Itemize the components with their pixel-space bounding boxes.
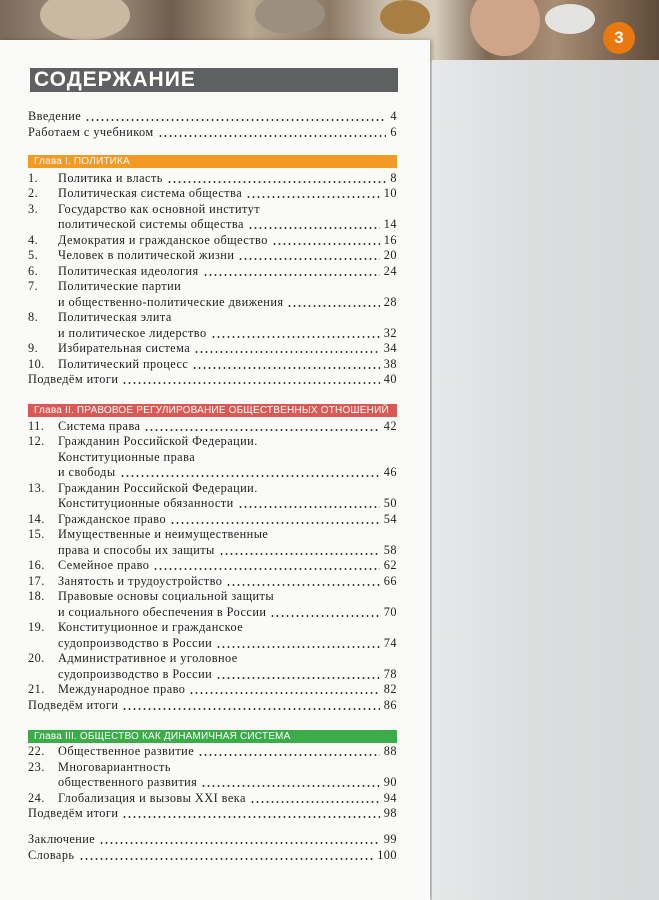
toc-entry[interactable]: [28, 295, 397, 310]
toc-entry[interactable]: [28, 248, 397, 263]
entry-title: и общественно-политические движения: [58, 295, 284, 309]
toc-entry[interactable]: [28, 543, 397, 558]
toc-entry[interactable]: [28, 651, 397, 666]
leader-dots: [120, 475, 380, 477]
entry-page: 98: [383, 806, 397, 820]
toc-entry[interactable]: [28, 512, 397, 527]
toc-entry[interactable]: [28, 558, 397, 573]
leader-dots: [250, 801, 380, 803]
leader-dots: [122, 382, 379, 384]
entry-page: 74: [383, 636, 397, 650]
entry-title: Занятость и трудоустройство: [58, 574, 223, 588]
leader-dots: [248, 227, 380, 229]
leader-dots: [246, 196, 380, 198]
leader-dots: [192, 367, 380, 369]
entry-number: 16.: [28, 558, 45, 572]
entry-number: 22.: [28, 744, 45, 758]
entry-title: права и способы их защиты: [58, 543, 215, 557]
toc-entry[interactable]: [28, 341, 397, 356]
entry-page: 40: [383, 372, 397, 386]
toc-entry[interactable]: [28, 496, 397, 511]
toc-entry[interactable]: [28, 233, 397, 248]
entry-title: и политическое лидерство: [58, 326, 207, 340]
toc-entry[interactable]: [28, 310, 397, 325]
toc-entry[interactable]: [28, 326, 397, 341]
leader-dots: [198, 754, 380, 756]
entry-page: 14: [383, 217, 397, 231]
entry-page: 54: [383, 512, 397, 526]
entry-title: Подведём итоги: [28, 372, 119, 386]
leader-dots: [226, 584, 379, 586]
entry-page: 28: [383, 295, 397, 309]
entry-title: Работаем с учебником: [28, 125, 154, 139]
entry-title: Избирательная система: [58, 341, 191, 355]
entry-page: 24: [383, 264, 397, 278]
entry-page: 78: [383, 667, 397, 681]
entry-title: Административное и уголовное: [58, 651, 238, 665]
entry-title: Конституционное и гражданское: [58, 620, 244, 634]
entry-title: Заключение: [28, 832, 96, 846]
entry-number: 7.: [28, 279, 39, 293]
toc-entry[interactable]: [28, 264, 397, 279]
toc-entry[interactable]: [28, 806, 397, 821]
leader-dots: [270, 615, 379, 617]
leader-dots: [201, 785, 380, 787]
entry-number: 19.: [28, 620, 45, 634]
entry-page: 46: [383, 465, 397, 479]
toc-entry[interactable]: [28, 372, 397, 387]
toc-entry[interactable]: [28, 217, 397, 232]
entry-title: Правовые основы социальной защиты: [58, 589, 275, 603]
toc-entry[interactable]: [28, 357, 397, 372]
leader-dots: [153, 568, 379, 570]
toc-entry[interactable]: [28, 667, 397, 682]
entry-title: и социального обеспечения в России: [58, 605, 267, 619]
toc-entry[interactable]: [28, 481, 397, 496]
toc-entry[interactable]: [28, 125, 397, 140]
page-title: СОДЕРЖАНИЕ: [30, 68, 398, 92]
toc-entry[interactable]: [28, 589, 397, 604]
entry-title: Политический процесс: [58, 357, 189, 371]
entry-page: 34: [383, 341, 397, 355]
entry-title: Политические партии: [58, 279, 182, 293]
entry-number: 17.: [28, 574, 45, 588]
entry-title: судопроизводство в России: [58, 636, 213, 650]
entry-page: 4: [390, 109, 397, 123]
entry-page: 42: [383, 419, 397, 433]
leader-dots: [216, 646, 380, 648]
entry-number: 13.: [28, 481, 45, 495]
leader-dots: [144, 429, 379, 431]
toc-entry[interactable]: [28, 465, 397, 480]
entry-title: Конституционные обязанности: [58, 496, 234, 510]
leader-dots: [219, 553, 380, 555]
toc-entry[interactable]: [28, 636, 397, 651]
leader-dots: [122, 708, 379, 710]
facing-page-shadow: [432, 60, 659, 900]
entry-title: Политическая элита: [58, 310, 172, 324]
toc-entry[interactable]: [28, 620, 397, 635]
entry-title: Политическая идеология: [58, 264, 199, 278]
entry-title: Общественное развитие: [58, 744, 195, 758]
entry-title: и свободы: [58, 465, 116, 479]
entry-title: Демократия и гражданское общество: [58, 233, 268, 247]
entry-page: 38: [383, 357, 397, 371]
entry-page: 86: [383, 698, 397, 712]
leader-dots: [158, 135, 387, 137]
entry-title: Гражданское право: [58, 512, 167, 526]
photo-detail: [40, 0, 130, 40]
entry-page: 90: [383, 775, 397, 789]
leader-dots: [167, 181, 387, 183]
entry-number: 23.: [28, 760, 45, 774]
toc-entry[interactable]: [28, 698, 397, 713]
entry-title: Политика и власть: [58, 171, 163, 185]
entry-page: 58: [383, 543, 397, 557]
entry-number: 15.: [28, 527, 45, 541]
entry-number: 9.: [28, 341, 39, 355]
entry-title: судопроизводство в России: [58, 667, 213, 681]
entry-title: Подведём итоги: [28, 806, 119, 820]
toc-entry[interactable]: [28, 682, 397, 697]
entry-page: 88: [383, 744, 397, 758]
entry-page: 99: [383, 832, 397, 846]
toc-entry[interactable]: [28, 450, 397, 465]
toc-entry[interactable]: [28, 791, 397, 806]
toc-entry[interactable]: [28, 171, 397, 186]
entry-number: 8.: [28, 310, 39, 324]
leader-dots: [238, 258, 379, 260]
entry-title: общественного развития: [58, 775, 198, 789]
leader-dots: [203, 274, 380, 276]
entry-page: 100: [377, 848, 397, 862]
leader-dots: [194, 351, 380, 353]
entry-number: 21.: [28, 682, 45, 696]
photo-detail: [380, 0, 430, 34]
toc-entry[interactable]: [28, 605, 397, 620]
toc-entry[interactable]: [28, 186, 397, 201]
chapter-heading[interactable]: Глава I. ПОЛИТИКА: [28, 155, 397, 168]
entry-number: 11.: [28, 419, 45, 433]
toc-entry[interactable]: [28, 202, 397, 217]
entry-page: 20: [383, 248, 397, 262]
leader-dots: [189, 692, 379, 694]
photo-detail: [545, 4, 595, 34]
entry-number: 14.: [28, 512, 45, 526]
entry-number: 5.: [28, 248, 39, 262]
photo-detail: [255, 0, 325, 34]
entry-page: 82: [383, 682, 397, 696]
chapter-heading[interactable]: Глава III. ОБЩЕСТВО КАК ДИНАМИЧНАЯ СИСТЕМА: [28, 730, 397, 743]
entry-number: 18.: [28, 589, 45, 603]
toc-entry[interactable]: [28, 744, 397, 759]
entry-number: 1.: [28, 171, 39, 185]
entry-title: Человек в политической жизни: [58, 248, 235, 262]
leader-dots: [287, 305, 379, 307]
entry-page: 70: [383, 605, 397, 619]
entry-title: Введение: [28, 109, 82, 123]
entry-number: 24.: [28, 791, 45, 805]
leader-dots: [85, 119, 386, 121]
entry-page: 66: [383, 574, 397, 588]
leader-dots: [238, 506, 380, 508]
entry-number: 3.: [28, 202, 39, 216]
entry-page: 32: [383, 326, 397, 340]
entry-title: Словарь: [28, 848, 75, 862]
photo-detail: [470, 0, 540, 56]
toc-entry[interactable]: [28, 109, 397, 124]
leader-dots: [79, 858, 374, 860]
entry-title: Система права: [58, 419, 141, 433]
leader-dots: [216, 677, 380, 679]
toc-entry[interactable]: [28, 848, 397, 863]
toc-entry[interactable]: [28, 419, 397, 434]
entry-title: Подведём итоги: [28, 698, 119, 712]
leader-dots: [211, 336, 380, 338]
entry-title: Многовариантность: [58, 760, 171, 774]
leader-dots: [99, 842, 380, 844]
page-number-badge: 3: [603, 22, 635, 54]
leader-dots: [122, 816, 379, 818]
entry-page: 6: [390, 125, 397, 139]
toc-entry[interactable]: [28, 760, 397, 775]
toc-entry[interactable]: [28, 527, 397, 542]
entry-title: Семейное право: [58, 558, 150, 572]
toc-entry[interactable]: [28, 832, 397, 847]
entry-title: политической системы общества: [58, 217, 244, 231]
entry-title: Конституционные права: [58, 450, 196, 464]
entry-page: 16: [383, 233, 397, 247]
entry-page: 10: [383, 186, 397, 200]
leader-dots: [272, 243, 380, 245]
entry-page: 62: [383, 558, 397, 572]
entry-number: 20.: [28, 651, 45, 665]
entry-title: Политическая система общества: [58, 186, 243, 200]
entry-title: Имущественные и неимущественные: [58, 527, 269, 541]
entry-title: Международное право: [58, 682, 186, 696]
entry-number: 10.: [28, 357, 45, 371]
chapter-heading[interactable]: Глава II. ПРАВОВОЕ РЕГУЛИРОВАНИЕ ОБЩЕСТВЕННЫХ ОТНОШЕНИЙ: [28, 404, 397, 417]
entry-title: Глобализация и вызовы XXI века: [58, 791, 246, 805]
leader-dots: [170, 522, 380, 524]
entry-page: 94: [383, 791, 397, 805]
toc-entry[interactable]: [28, 434, 397, 449]
entry-title: Гражданин Российской Федерации.: [58, 434, 258, 448]
entry-number: 2.: [28, 186, 39, 200]
entry-number: 4.: [28, 233, 39, 247]
entry-page: 50: [383, 496, 397, 510]
toc-entry[interactable]: [28, 279, 397, 294]
toc-entry[interactable]: [28, 775, 397, 790]
entry-number: 12.: [28, 434, 45, 448]
toc-entry[interactable]: [28, 574, 397, 589]
entry-title: Гражданин Российской Федерации.: [58, 481, 258, 495]
entry-title: Государство как основной институт: [58, 202, 261, 216]
entry-page: 8: [390, 171, 397, 185]
entry-number: 6.: [28, 264, 39, 278]
